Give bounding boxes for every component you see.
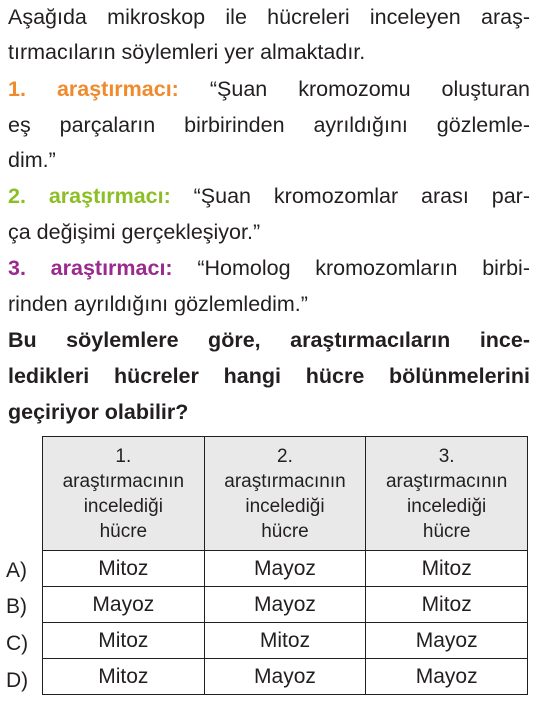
option-letter-a[interactable]: A) bbox=[6, 559, 27, 582]
table-cell: Mitoz bbox=[366, 587, 528, 623]
option-row-b[interactable] bbox=[43, 587, 528, 623]
table-cell: Mitoz bbox=[43, 551, 205, 587]
table-cell: Mitoz bbox=[366, 551, 528, 587]
option-row-c[interactable] bbox=[43, 623, 528, 659]
statement-1-line-3: dim.” bbox=[8, 148, 56, 172]
option-row-d[interactable] bbox=[43, 659, 528, 695]
statement-1-line-1 bbox=[8, 74, 530, 104]
statement-2-line-2: ça değişimi gerçekleşiyor.” bbox=[8, 220, 261, 244]
option-letter-c[interactable]: C) bbox=[6, 632, 29, 655]
intro-line-1: Aşağıda mikroskop ile hücreleri inceleyen araş- bbox=[8, 5, 530, 29]
answer-table bbox=[42, 436, 528, 695]
statement-1-text-1: “Şuan kromozomu oluşturan bbox=[209, 77, 531, 101]
statement-2-line-1 bbox=[8, 181, 530, 211]
option-row-a[interactable] bbox=[43, 551, 528, 587]
statement-3-line-2: rinden ayrıldığını gözlemledim.” bbox=[8, 292, 308, 316]
question-line-2: ledikleri hücreler hangi hücre bölünmelerini bbox=[8, 364, 530, 388]
header-researcher-1: 1. araştırmacının incelediği hücre bbox=[43, 437, 205, 551]
header-researcher-3: 3. araştırmacının incelediği hücre bbox=[366, 437, 528, 551]
statement-3-line-1 bbox=[8, 253, 530, 283]
table-header-row bbox=[43, 437, 528, 551]
table-cell: Mitoz bbox=[204, 623, 366, 659]
researcher-1-label: 1. araştırmacı: bbox=[8, 77, 210, 101]
researcher-2-label: 2. araştırmacı: bbox=[8, 184, 194, 208]
question-line-1: Bu söylemlere göre, araştırmacıların ince- bbox=[8, 328, 530, 352]
table-cell: Mayoz bbox=[204, 587, 366, 623]
statement-2-text-1: “Şuan kromozomlar arası par- bbox=[193, 184, 530, 208]
statement-3-text-1: “Homolog kromozomların birbi- bbox=[197, 256, 530, 280]
table-cell: Mayoz bbox=[366, 659, 528, 695]
option-letter-b[interactable]: B) bbox=[6, 595, 27, 618]
table-cell: Mayoz bbox=[204, 659, 366, 695]
question-line-3: geçiriyor olabilir? bbox=[8, 400, 189, 424]
table-cell: Mitoz bbox=[43, 623, 205, 659]
intro-line-2: tırmacıların söylemleri yer almaktadır. bbox=[8, 40, 366, 64]
table-cell: Mayoz bbox=[43, 587, 205, 623]
table-cell: Mayoz bbox=[366, 623, 528, 659]
statement-1-line-2: eş parçaların birbirinden ayrıldığını gözlemle- bbox=[8, 113, 530, 137]
researcher-3-label: 3. araştırmacı: bbox=[8, 256, 198, 280]
table-cell: Mitoz bbox=[43, 659, 205, 695]
header-researcher-2: 2. araştırmacının incelediği hücre bbox=[204, 437, 366, 551]
table-cell: Mayoz bbox=[204, 551, 366, 587]
option-letter-d[interactable]: D) bbox=[6, 669, 29, 692]
